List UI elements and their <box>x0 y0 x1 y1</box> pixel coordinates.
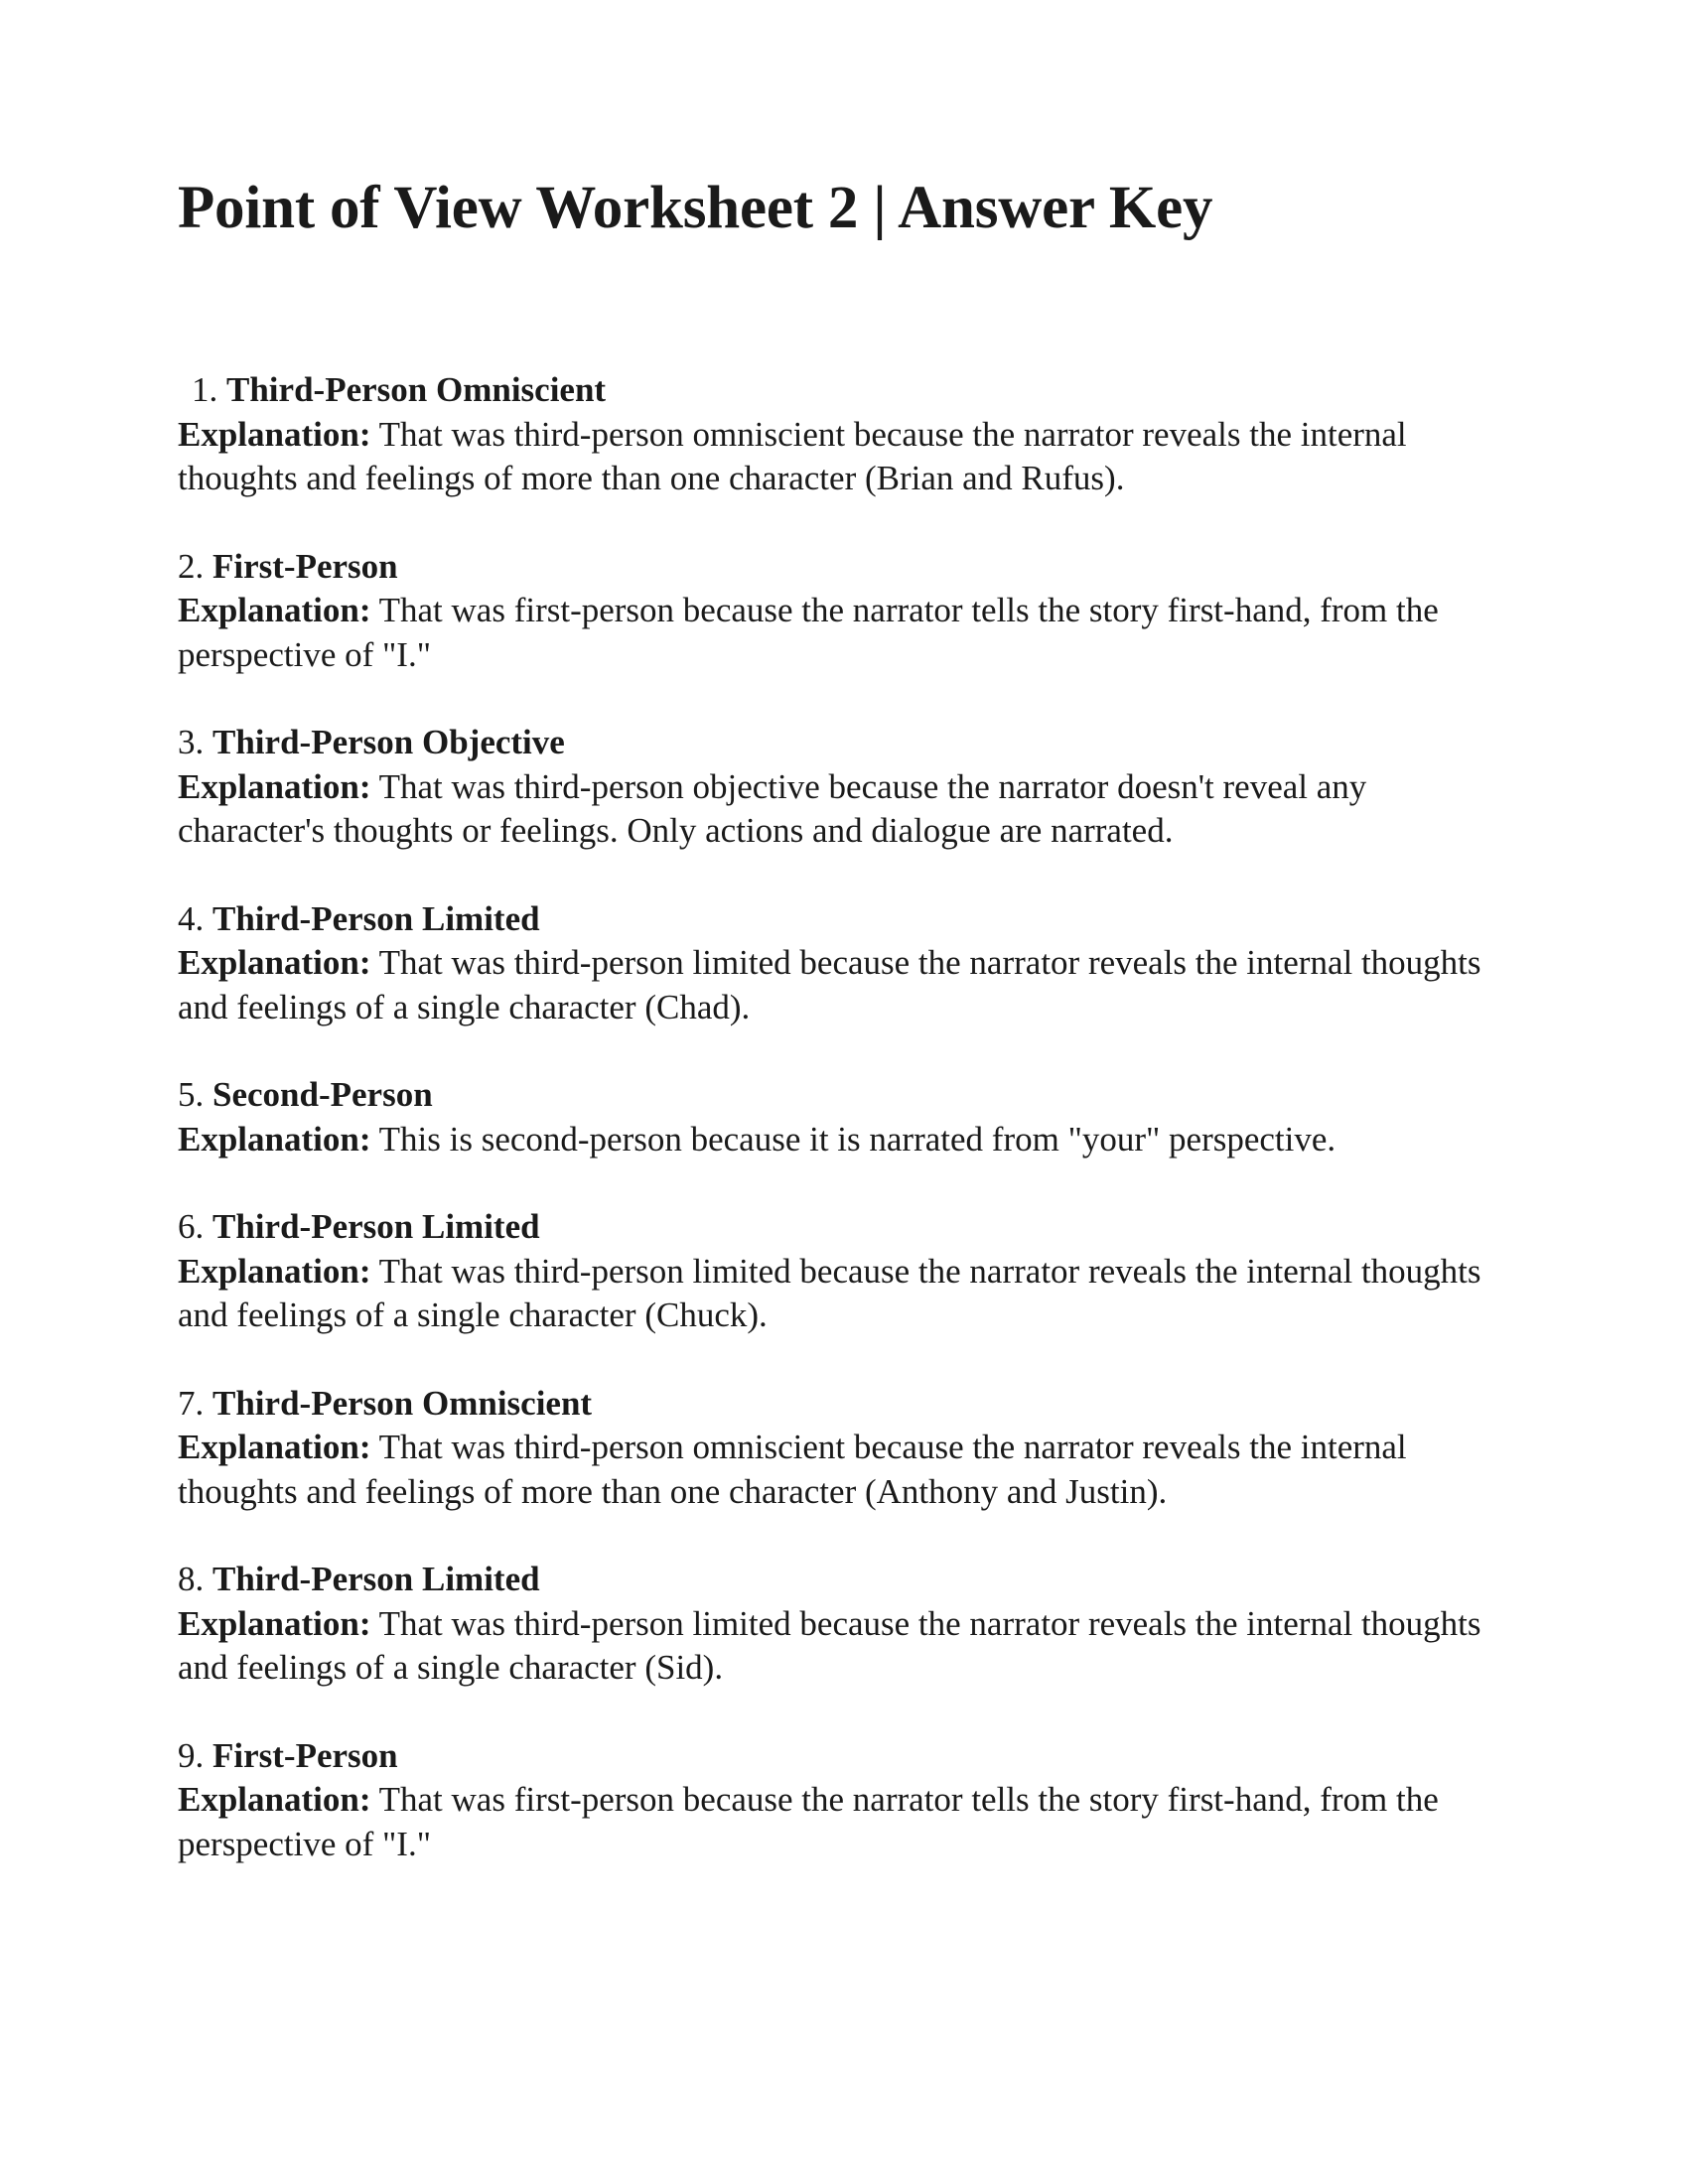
page-title: Point of View Worksheet 2 | Answer Key <box>178 175 1213 241</box>
answer-name: Third-Person Omniscient <box>226 370 607 410</box>
answer-item-5 <box>178 1073 1519 1161</box>
answer-name: Third-Person Limited <box>212 898 540 938</box>
answer-number: 4. <box>178 898 205 938</box>
explanation-text: That was third-person omniscient because the narrator reveals the internal thoughts and feelings of more than one character (Anthony and Justin). <box>178 1428 1407 1511</box>
answer-number: 9. <box>178 1735 205 1775</box>
answer-name: First-Person <box>212 1735 398 1775</box>
answer-heading <box>178 1734 1519 1779</box>
answer-heading <box>178 545 1519 590</box>
answer-item-9 <box>178 1734 1519 1867</box>
answer-item-4 <box>178 897 1519 1030</box>
answer-number: 6. <box>178 1207 205 1247</box>
answer-heading <box>178 1558 1519 1602</box>
explanation-label: Explanation: <box>178 766 371 806</box>
explanation-text: That was third-person limited because the narrator reveals the internal thoughts and feelings of a single character (Chuck). <box>178 1251 1481 1335</box>
answer-name: Third-Person Limited <box>212 1560 540 1599</box>
explanation-text: That was third-person objective because the narrator doesn't reveal any character's thoughts or feelings. Only actions and dialogue are narrated. <box>178 766 1367 851</box>
answer-number: 3. <box>178 723 205 762</box>
answer-number: 1. <box>192 370 218 410</box>
answer-name: Second-Person <box>212 1075 433 1115</box>
answer-item-2 <box>178 545 1519 678</box>
explanation-label: Explanation: <box>178 414 371 454</box>
answer-item-6 <box>178 1205 1519 1338</box>
explanation-label: Explanation: <box>178 1428 371 1467</box>
explanation-label: Explanation: <box>178 1251 371 1291</box>
answer-item-8 <box>178 1558 1519 1691</box>
answer-name: Third-Person Limited <box>212 1207 540 1247</box>
answer-number: 8. <box>178 1560 205 1599</box>
answer-name: Third-Person Objective <box>212 723 565 762</box>
explanation-label: Explanation: <box>178 1603 371 1643</box>
explanation-label: Explanation: <box>178 1119 371 1159</box>
explanation-text: That was first-person because the narrator tells the story first-hand, from the perspective of "I." <box>178 1780 1439 1863</box>
answer-heading <box>178 897 1519 942</box>
answer-number: 7. <box>178 1383 205 1423</box>
answer-heading <box>178 1205 1519 1250</box>
explanation-text: That was third-person limited because the narrator reveals the internal thoughts and feelings of a single character (Sid). <box>178 1603 1481 1688</box>
explanation-text: That was first-person because the narrator tells the story first-hand, from the perspective of "I." <box>178 591 1439 674</box>
answer-name: Third-Person Omniscient <box>212 1383 593 1423</box>
explanation-text: That was third-person limited because the narrator reveals the internal thoughts and feelings of a single character (Chad). <box>178 943 1481 1026</box>
explanation-text: This is second-person because it is narrated from "your" perspective. <box>378 1119 1336 1159</box>
answer-name: First-Person <box>212 546 398 586</box>
answer-number: 2. <box>178 546 205 586</box>
explanation-label: Explanation: <box>178 1780 371 1820</box>
answer-heading <box>178 368 1519 413</box>
answer-heading <box>178 721 1519 765</box>
answer-heading <box>178 1073 1519 1118</box>
answer-number: 5. <box>178 1075 205 1115</box>
answer-item-7 <box>178 1382 1519 1515</box>
explanation-label: Explanation: <box>178 943 371 983</box>
answer-heading <box>178 1382 1519 1427</box>
answer-item-3 <box>178 721 1519 854</box>
explanation-text: That was third-person omniscient because the narrator reveals the internal thoughts and feelings of more than one character (Brian and Rufus). <box>178 414 1407 498</box>
answer-item-1 <box>178 368 1519 501</box>
explanation-label: Explanation: <box>178 591 371 630</box>
